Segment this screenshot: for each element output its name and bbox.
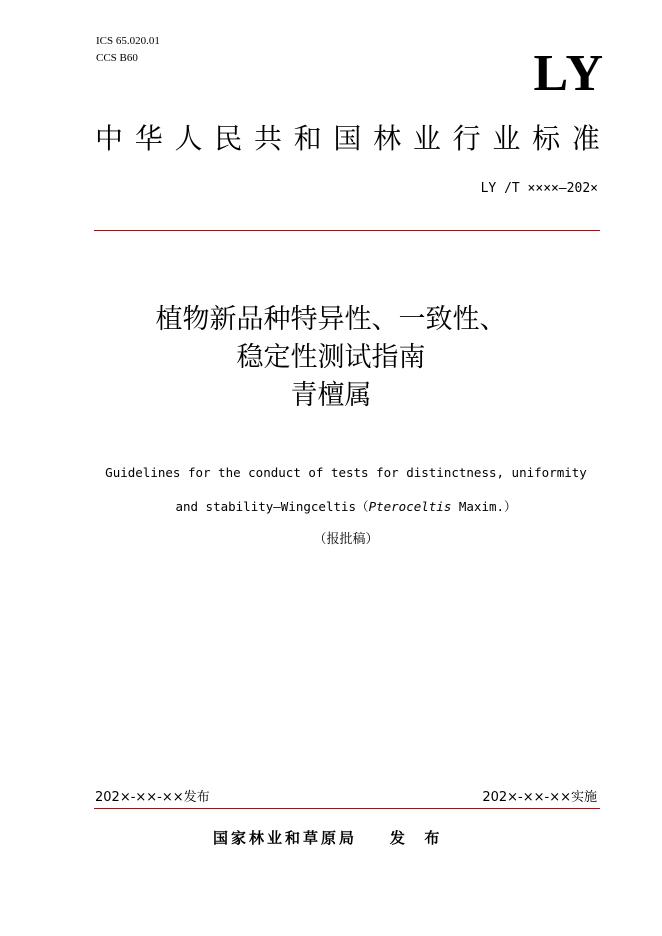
publisher: 国家林业和草原局 发 布 <box>213 829 443 847</box>
title-char: 和 <box>293 122 322 155</box>
title-char: 共 <box>253 122 282 155</box>
ics-code: ICS 65.020.01 <box>96 35 160 47</box>
title-char: 国 <box>333 122 362 155</box>
document-title-line-1: 植物新品种特异性、一致性、 <box>155 304 507 335</box>
title-char: 人 <box>174 122 203 155</box>
ccs-code: CCS B60 <box>96 52 138 64</box>
standard-type-title <box>95 120 600 158</box>
latin-genus-name: Pteroceltis <box>368 499 452 514</box>
title-char: 准 <box>571 122 600 155</box>
title-char: 林 <box>373 122 402 155</box>
title-char: 民 <box>214 122 243 155</box>
title-char: 标 <box>532 122 561 155</box>
title-char: 行 <box>452 122 481 155</box>
document-title-line-3: 青檀属 <box>290 380 372 411</box>
document-title-line-2: 稳定性测试指南 <box>236 342 426 373</box>
top-divider <box>94 230 600 231</box>
english-title-line-2 <box>70 499 622 515</box>
title-char: 业 <box>492 122 521 155</box>
draft-status: （报批稿） <box>313 532 379 547</box>
standard-logo: LY <box>533 45 605 102</box>
english-title-line-1: Guidelines for the conduct of tests for distinctness, uniformity <box>105 465 587 480</box>
bottom-divider <box>94 808 600 809</box>
title-char: 华 <box>134 122 163 155</box>
title-char: 中 <box>95 122 124 155</box>
issue-date: 202×-××-××发布 <box>95 790 210 805</box>
english-title-prefix: and stability—Wingceltis（ <box>175 499 369 514</box>
standard-number: LY /T ××××—202× <box>480 181 598 196</box>
implementation-date: 202×-××-××实施 <box>482 790 597 805</box>
english-title-suffix: Maxim.） <box>451 499 517 514</box>
title-char: 业 <box>412 122 441 155</box>
